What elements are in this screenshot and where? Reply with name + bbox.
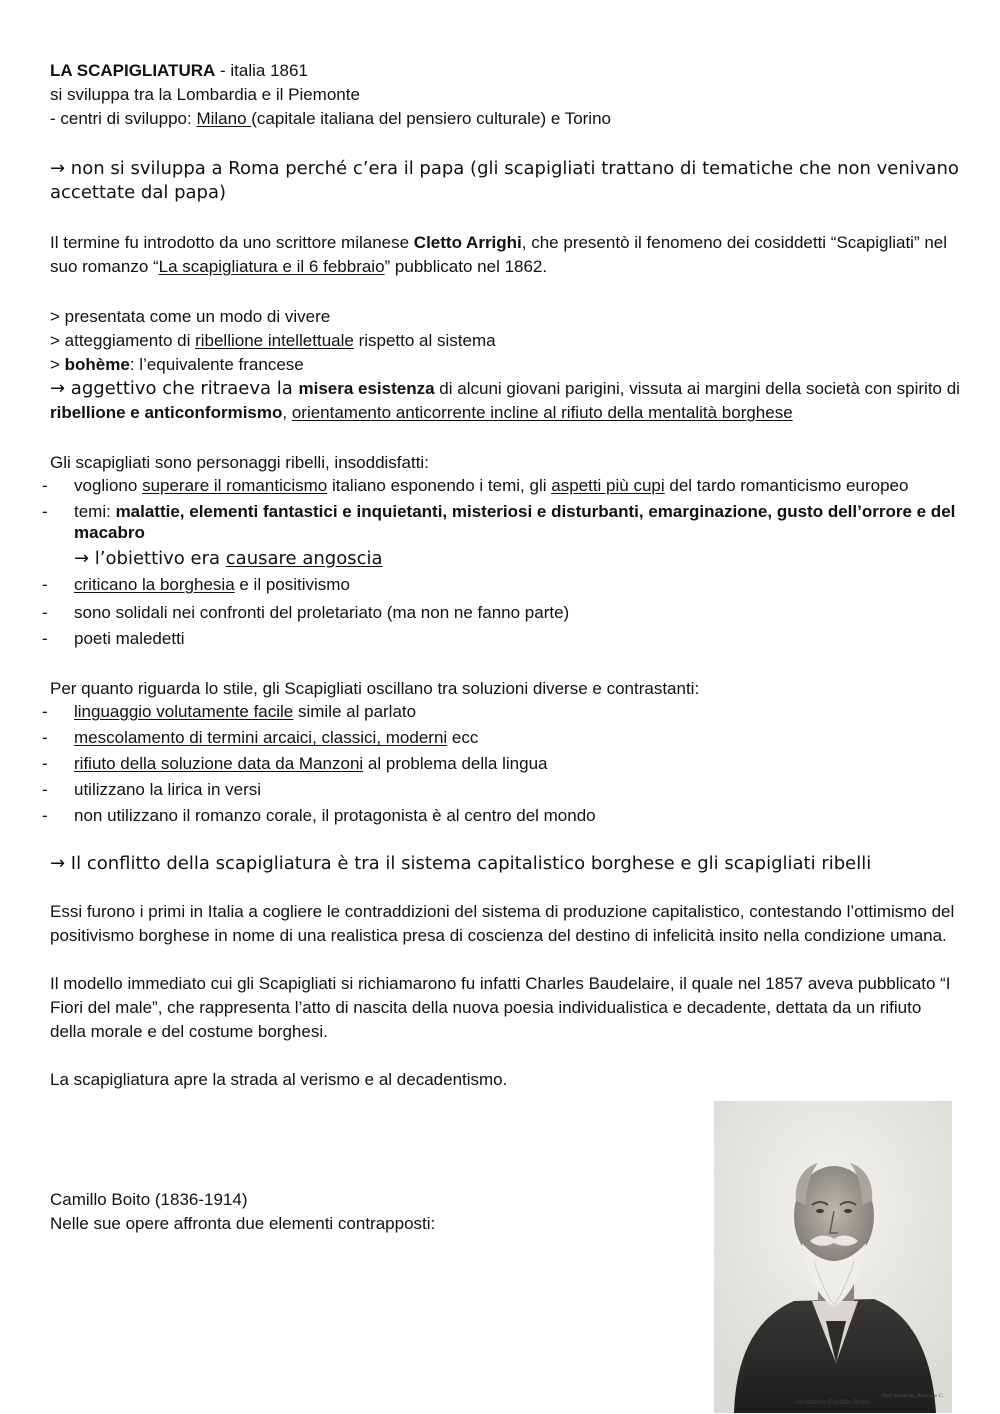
term-mid: , che presentò il fenomeno dei cosiddetti “Scapigliati” nel suo romanzo “ [50, 233, 948, 276]
centers-label: - centri di sviluppo: [50, 109, 197, 128]
paragraph-baudelaire: Il modello immediato cui gli Scapigliati si richiamarono fu infatti Charles Baudelaire, il quale nel 1857 aveva pubblicato “I Fiori del male”, che rappresenta l’atto di nascita della nuova poesia individualistica e decadente, dettata da un rifiuto della morale e del costume borghesi. [50, 974, 951, 1041]
boito-portrait-photo [714, 1101, 952, 1413]
novel-title: La scapigliatura e il 6 febbraio [158, 257, 385, 276]
s1-post: simile al parlato [293, 702, 417, 721]
author-name: Cletto Arrighi [413, 233, 522, 252]
list-item: - poeti maledetti [42, 629, 185, 648]
list-item: - mescolamento di termini arcaici, classici, moderni ecc [42, 728, 479, 747]
term-pre: Il termine fu introdotto da uno scrittore milanese [50, 233, 414, 252]
stile-list [42, 701, 960, 826]
list-item: - non utilizzano il romanzo corale, il protagonista è al centro del mondo [42, 806, 596, 825]
photo-credit: Fot. Varischi, Artico e C. [882, 1393, 944, 1399]
portrait-illustration [714, 1101, 952, 1413]
ribelli-list [42, 475, 960, 543]
heading-block [50, 59, 960, 83]
b1-post: del tardo romanticismo europeo [664, 476, 909, 495]
trait-boheme-post: : l’equivalente francese [129, 355, 304, 374]
objective-line [50, 547, 960, 571]
document-page [42, 59, 960, 1236]
boheme-description [50, 377, 960, 425]
s5-text: non utilizzano il romanzo corale, il protagonista è al centro del mondo [74, 806, 596, 825]
boheme-bold-1: misera esistenza [298, 379, 435, 398]
trait-rebellion-underlined: ribellione intellettuale [195, 331, 354, 350]
trait-rebellion-pre: > atteggiamento di [50, 331, 196, 350]
boheme-mid-1: di alcuni giovani parigini, vissuta ai margini della società con spirito di [434, 379, 960, 398]
s3-underlined: rifiuto della soluzione data da Manzoni [74, 754, 364, 773]
boheme-bold-2: ribellione e anticonformismo [50, 403, 283, 422]
s2-post: ecc [447, 728, 479, 747]
term-post: ” pubblicato nel 1862. [384, 257, 548, 276]
list-item: - rifiuto della soluzione data da Manzoni al problema della lingua [42, 754, 548, 773]
boheme-underlined: orientamento anticorrente incline al rifiuto della mentalità borghese [291, 403, 793, 422]
boito-line: Nelle sue opere affronta due elementi contrapposti: [50, 1214, 436, 1233]
trait-boheme-pre: > [50, 355, 65, 374]
region-line: si sviluppa tra la Lombardia e il Piemonte [50, 85, 360, 104]
list-item: - utilizzano la lirica in versi [42, 780, 262, 799]
trait-rebellion-post: rispetto al sistema [353, 331, 496, 350]
boheme-mid-2: , [282, 403, 292, 422]
paragraph-conclusion: La scapigliatura apre la strada al verismo e al decadentismo. [50, 1070, 508, 1089]
b5-text: poeti maledetti [74, 629, 185, 648]
list-item: - temi: malattie, elementi fantastici e inquietanti, misteriosi e disturbanti, emarginazione, gusto dell’orrore e del macabro [42, 502, 956, 542]
list-item: - vogliono superare il romanticismo italiano esponendo i temi, gli aspetti più cupi del tardo romanticismo europeo [42, 476, 909, 495]
list-item: - linguaggio volutamente facile simile al parlato [42, 702, 417, 721]
b3-underlined: criticano la borghesia [74, 575, 235, 594]
main-title: LA SCAPIGLIATURA [50, 61, 216, 80]
b1-pre: vogliono [74, 476, 143, 495]
rome-note: → non si sviluppa a Roma perché c’era il papa (gli scapigliati trattano di tematiche che non venivano accettate dal papa) [50, 158, 959, 203]
ribelli-list-cont [42, 573, 960, 649]
b1-underlined-2: aspetti più cupi [551, 476, 665, 495]
list-item: - criticano la borghesia e il positivismo [42, 575, 350, 594]
trait-boheme-bold: bohème [64, 355, 130, 374]
title-date: - italia 1861 [215, 61, 308, 80]
stile-intro: Per quanto riguarda lo stile, gli Scapigliati oscillano tra soluzioni diverse e contrastanti: [50, 679, 700, 698]
b1-underlined-1: superare il romanticismo [142, 476, 328, 495]
boito-name: Camillo Boito (1836-1914) [50, 1190, 248, 1209]
boheme-arrow-text: → aggettivo che ritraeva la [50, 378, 299, 399]
objective-pre: → l’obiettivo era [74, 548, 226, 569]
b2-pre: temi: [74, 502, 116, 521]
paragraph-contradictions: Essi furono i primi in Italia a cogliere le contraddizioni del sistema di produzione capitalistico, contestando l’ottimismo del positivismo borghese in nome di una realistica presa di coscienza del destino di infelicità insito nella condizione umana. [50, 902, 955, 945]
trait-rebellion [50, 329, 960, 353]
centers-rest: (capitale italiana del pensiero culturale) e Torino [251, 109, 611, 128]
b4-text: sono solidali nei confronti del proletariato (ma non ne fanno parte) [74, 603, 570, 622]
b3-post: e il positivismo [234, 575, 350, 594]
photo-caption: Architetto Camillo Boito. [795, 1399, 871, 1406]
objective-underlined: causare angoscia [225, 548, 383, 569]
s3-post: al problema della lingua [363, 754, 548, 773]
s2-underlined: mescolamento di termini arcaici, classici, moderni [74, 728, 448, 747]
term-paragraph [50, 231, 960, 279]
trait-way-of-life: > presentata come un modo di vivere [50, 307, 331, 326]
trait-boheme [50, 353, 960, 377]
milano-text: Milano [196, 109, 252, 128]
ribelli-intro: Gli scapigliati sono personaggi ribelli, insoddisfatti: [50, 453, 429, 472]
list-item: - sono solidali nei confronti del proletariato (ma non ne fanno parte) [42, 603, 570, 622]
s4-text: utilizzano la lirica in versi [74, 780, 262, 799]
s1-underlined: linguaggio volutamente facile [74, 702, 294, 721]
b2-bold: malattie, elementi fantastici e inquietanti, misteriosi e disturbanti, emarginazione, gusto dell’orrore e del macabro [74, 502, 956, 542]
conflict-note: → Il conflitto della scapigliatura è tra il sistema capitalistico borghese e gli scapigliati ribelli [50, 853, 872, 874]
b1-mid: italiano esponendo i temi, gli [327, 476, 552, 495]
centers-line [50, 107, 960, 131]
